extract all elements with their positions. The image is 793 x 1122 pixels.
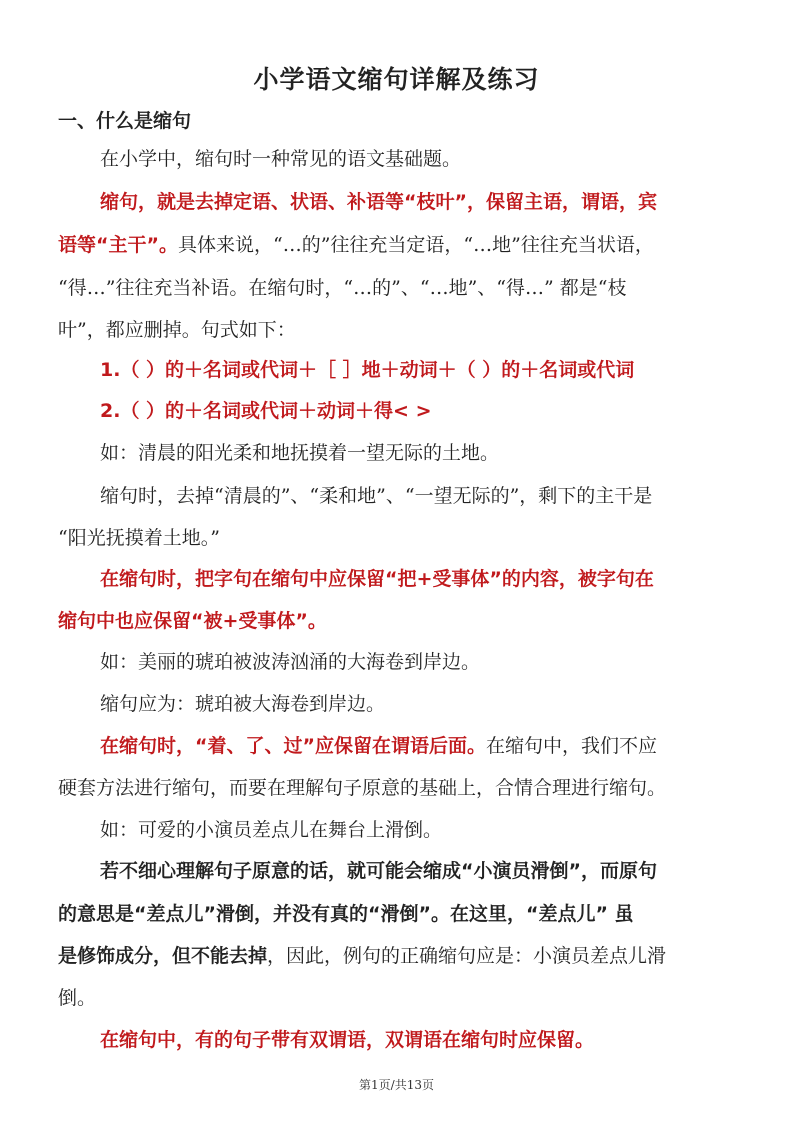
- definition-line-4: 叶”，都应删掉。句式如下：: [58, 319, 296, 341]
- definition-line-1: 缩句，就是去掉定语、状语、补语等“枝叶”，保留主语，谓语，宾: [100, 191, 657, 213]
- rule-double-predicate: 在缩句中，有的句子带有双谓语，双谓语在缩句时应保留。: [100, 1029, 595, 1051]
- explain-bold-3: [58, 943, 666, 969]
- definition-red-tail: 语等“主干”。: [58, 234, 178, 256]
- example-2-answer: 缩句应为：琥珀被大海卷到岸边。: [100, 693, 386, 715]
- example-1: 如：清晨的阳光柔和地抚摸着一望无际的土地。: [100, 442, 500, 464]
- rule-zhe-le-guo-line-2: 硬套方法进行缩句，而要在理解句子原意的基础上，合情合理进行缩句。: [58, 777, 667, 799]
- example-1-explain-1: 缩句时，去掉“清晨的”、“柔和地”、“一望无际的”，剩下的主干是: [100, 485, 653, 507]
- page-title: 小学语文缩句详解及练习: [253, 65, 540, 94]
- rule-ba-bei-1: 在缩句时，把字句在缩句中应保留“把+受事体”的内容，被字句在: [100, 568, 654, 590]
- rule-zhe-le-guo-rest: 在缩句中，我们不应: [485, 735, 657, 757]
- rule-ba-bei-2: 缩句中也应保留“被+受事体”。: [58, 610, 327, 632]
- explain-bold-2: 的意思是“差点儿”滑倒，并没有真的“滑倒”。在这里，“差点儿” 虽: [58, 903, 634, 925]
- definition-explain: 具体来说，“…的”往往充当定语，“…地”往往充当状语，: [177, 234, 654, 256]
- definition-line-2: [58, 232, 654, 258]
- explain-bold-3-rest: ，因此，例句的正确缩句应是：小演员差点儿滑: [267, 945, 667, 967]
- explain-bold-3-strong: 是修饰成分，但不能去掉: [58, 945, 268, 967]
- formula-1: 1.（ ）的＋名词或代词＋［ ］地＋动词＋（ ）的＋名词或代词: [100, 359, 635, 381]
- rule-zhe-le-guo-red: 在缩句时，“着、了、过”应保留在谓语后面。: [100, 735, 486, 757]
- explain-bold-1: 若不细心理解句子原意的话，就可能会缩成“小演员滑倒”，而原句: [100, 860, 657, 882]
- paragraph-intro: 在小学中，缩句时一种常见的语文基础题。: [100, 148, 462, 170]
- definition-line-3: “得…”往往充当补语。在缩句时，“…的”、“…地”、“得…” 都是“枝: [58, 277, 627, 299]
- section-heading: 一、什么是缩句: [58, 110, 192, 132]
- explain-bold-4: 倒。: [58, 987, 97, 1009]
- example-1-explain-2: “阳光抚摸着土地。”: [58, 527, 220, 549]
- page-footer: 第1页/共13页: [359, 1078, 434, 1092]
- formula-2: 2.（ ）的＋名词或代词＋动词＋得< >: [100, 400, 432, 422]
- example-2: 如：美丽的琥珀被波涛汹涌的大海卷到岸边。: [100, 651, 481, 673]
- rule-zhe-le-guo: [100, 733, 657, 759]
- example-3: 如：可爱的小演员差点儿在舞台上滑倒。: [100, 819, 443, 841]
